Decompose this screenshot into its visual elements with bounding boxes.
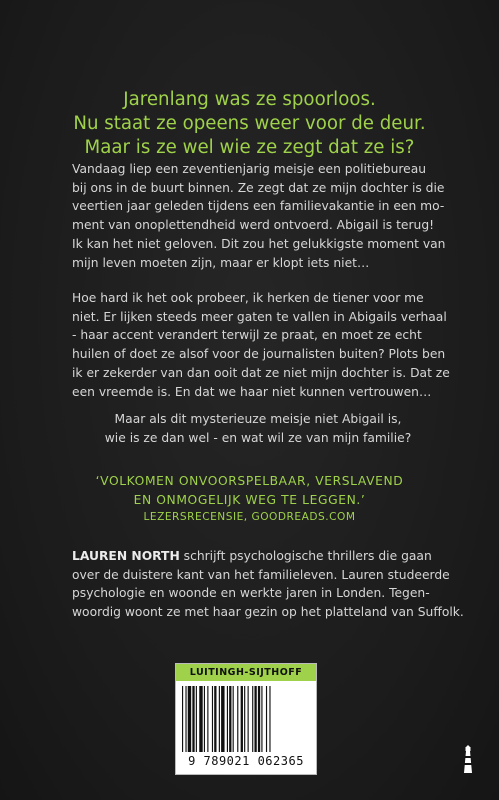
bio-line-1-rest: schrijft psychologische thrillers die gaan [179,549,432,563]
quote-line: EN ONMOGELIJK WEG TE LEGGEN.’ [133,492,366,507]
text-line: Ik kan het niet geloven. Dit zou het gelukkigste moment van [72,236,446,251]
review-quote [40,472,459,525]
isbn-number: 9 789021 062365 [188,754,304,768]
headline [30,88,469,160]
lighthouse-logo-icon [458,745,478,775]
barcode-label [175,663,317,775]
text-line: een vreemde is. En dat we haar niet kunnen vertrouwen… [72,384,432,399]
text-line: mijn leven moeten zijn, maar er klopt iets niet… [72,255,370,270]
text-line: wie is ze dan wel - en wat wil ze van mijn familie? [104,430,412,445]
blurb-paragraph-2 [72,289,450,401]
quote-source: LEZERSRECENSIE, GOODREADS.COM [143,511,356,524]
headline-line-1: Jarenlang was ze spoorloos. [123,89,376,110]
text-line: niet. Er lijken steeds meer gaten te vallen in Abigails verhaal [72,309,447,324]
text-line: ik er zekerder van dan ooit dat ze niet mijn dochter is. Dat ze [72,365,450,380]
text-line: Vandaag liep een zeventienjarig meisje een politiebureau [72,162,427,176]
blurb-paragraph-1 [72,160,444,272]
author-bio [72,547,464,622]
text-line: bij ons in de buurt binnen. Ze zegt dat ze mijn dochter is die [72,180,445,195]
headline-line-3: Maar is ze wel wie ze zegt dat ze is? [84,137,415,158]
text-line: over de duistere kant van het familieleven. Lauren studeerde [72,567,450,582]
text-line: psychologie en woonde en werkte jaren in Londen. Tegen- [72,586,430,601]
text-line: veertien jaar geleden tijdens een familievakantie in een mo- [72,199,445,214]
publisher-name: LUITINGH-SIJTHOFF [176,664,316,681]
text-line: Maar als dit mysterieuze meisje niet Abigail is, [114,412,402,426]
text-line: - haar accent verandert terwijl ze praat, en moet ze echt [72,328,422,343]
blurb-paragraph-3 [72,410,444,447]
barcode-icon [180,686,308,752]
quote-line: ‘VOLKOMEN ONVOORSPELBAAR, VERSLAVEND [95,474,404,488]
text-line: woordig woont ze met haar gezin op het platteland van Suffolk. [72,605,464,620]
text-line: Hoe hard ik het ook probeer, ik herken de tiener voor me [72,291,424,305]
headline-line-2: Nu staat ze opeens weer voor de deur. [73,113,426,134]
text-line: huilen of doet ze alsof voor de journalisten buiten? Plots ben [72,347,446,362]
bio-line-1 [72,547,444,566]
text-line: ment van onoplettendheid werd ontvoerd. Abigail is terug! [72,218,435,233]
author-name: LAUREN NORTH [72,549,180,563]
